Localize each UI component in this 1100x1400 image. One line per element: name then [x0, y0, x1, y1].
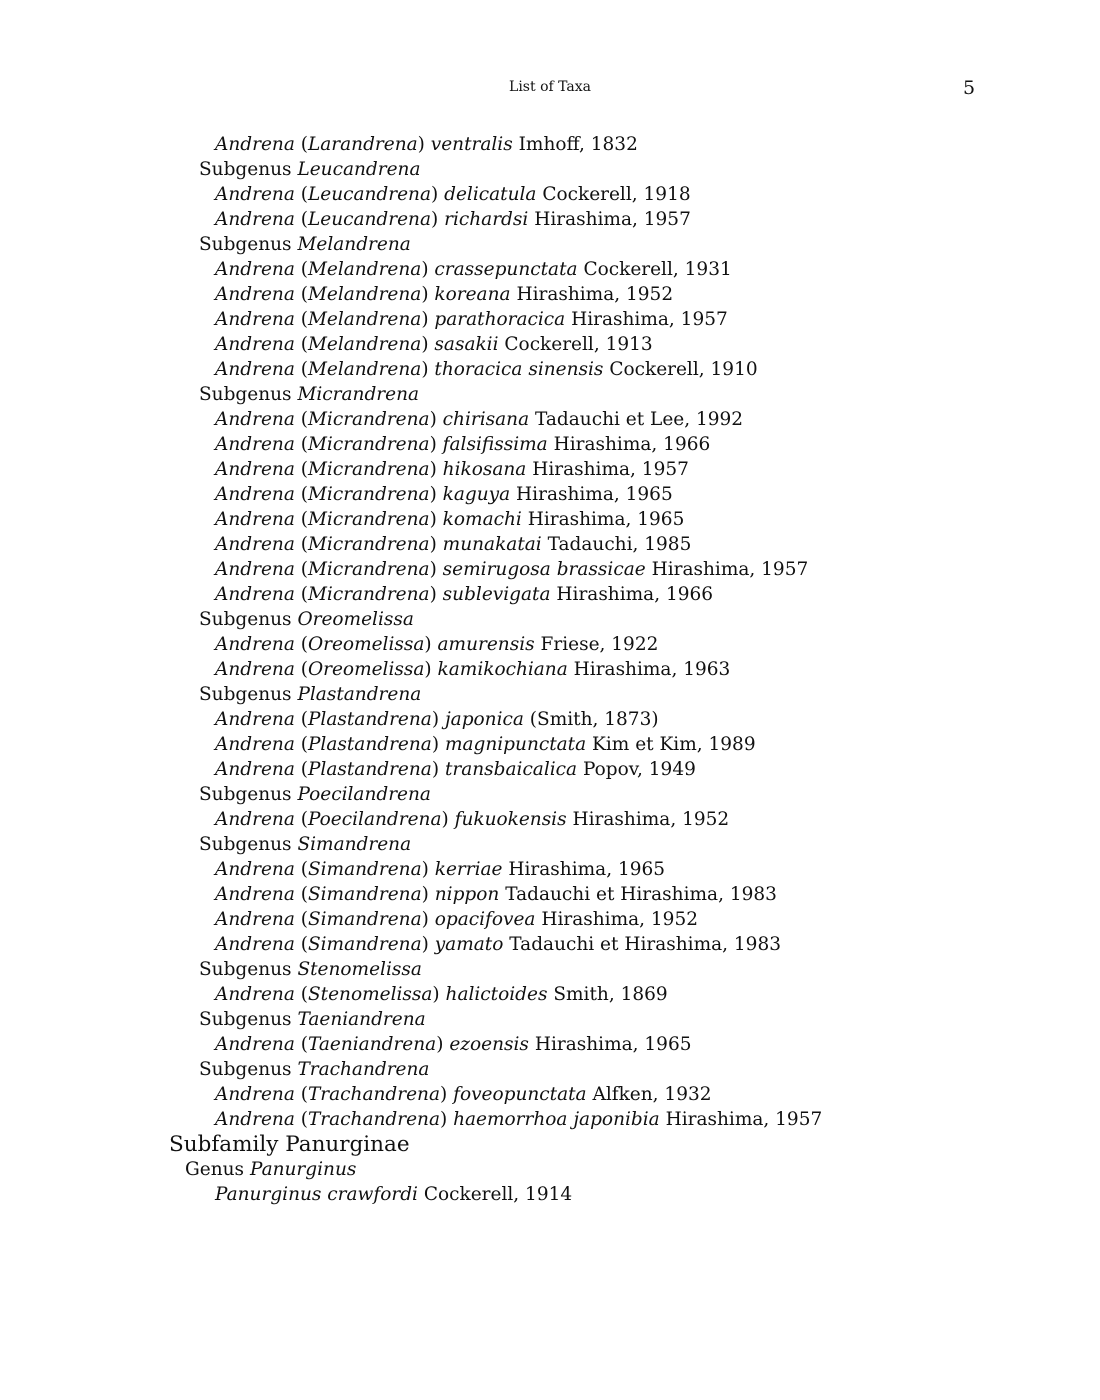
species-entry: Andrena (Micrandrena) semirugosa brassicae Hirashima, 1957	[215, 559, 809, 580]
subgenus-name: Micrandrena	[307, 459, 430, 480]
genus-name: Andrena	[215, 659, 295, 680]
rank-label: Subgenus	[199, 384, 292, 405]
author-year: Hirashima, 1952	[516, 284, 674, 305]
species-entry: Andrena (Simandrena) nippon Tadauchi et Hirashima, 1983	[215, 884, 777, 905]
species-epithet: komachi	[442, 509, 522, 530]
running-head: List of Taxa	[509, 79, 591, 95]
species-epithet: hikosana	[442, 459, 527, 480]
species-epithet: yamato	[434, 934, 504, 955]
genus-name: Andrena	[215, 459, 295, 480]
subgenus-name: Trachandrena	[307, 1109, 440, 1130]
genus-name: Andrena	[215, 1084, 295, 1105]
species-entry: Andrena (Micrandrena) kaguya Hirashima, 1965	[215, 484, 673, 505]
subgenus-name: Plastandrena	[307, 709, 432, 730]
author-year: (Smith, 1873)	[529, 709, 659, 730]
author-year: Hirashima, 1952	[541, 909, 698, 930]
genus-name: Andrena	[215, 509, 295, 530]
subgenus-name: Larandrena	[307, 134, 418, 155]
species-epithet: magnipunctata	[444, 734, 587, 755]
genus-name: Andrena	[215, 134, 295, 155]
subgenus-heading	[0, 607, 822, 632]
author-year: Cockerell, 1918	[542, 184, 691, 205]
rank-label: Genus	[185, 1159, 245, 1180]
subgenus-name: Micrandrena	[307, 434, 430, 455]
species-epithet: kerriae	[434, 859, 503, 880]
taxon-name: Trachandrena	[297, 1059, 430, 1080]
author-year: Cockerell, 1910	[609, 359, 758, 380]
genus-name: Andrena	[215, 259, 295, 280]
subgenus-name: Plastandrena	[307, 734, 432, 755]
subgenus-name: Melandrena	[307, 309, 422, 330]
genus-name: Andrena	[215, 409, 295, 430]
genus-name: Andrena	[215, 584, 295, 605]
subgenus-name: Simandrena	[307, 934, 422, 955]
author-year: Hirashima, 1957	[532, 459, 689, 480]
author-year: Smith, 1869	[553, 984, 668, 1005]
author-year: Tadauchi et Hirashima, 1983	[509, 934, 781, 955]
genus-name: Andrena	[215, 809, 295, 830]
subgenus-name: Oreomelissa	[307, 634, 425, 655]
subgenus-name: Leucandrena	[307, 209, 432, 230]
species-epithet: koreana	[434, 284, 511, 305]
species-epithet: thoracica sinensis	[434, 359, 604, 380]
genus-heading	[0, 1157, 822, 1182]
taxon-name: Leucandrena	[297, 159, 421, 180]
species-entry: Andrena (Plastandrena) transbaicalica Popov, 1949	[215, 759, 696, 780]
species-epithet: fukuokensis	[454, 809, 567, 830]
subgenus-name: Poecilandrena	[307, 809, 442, 830]
species-entry: Andrena (Melandrena) parathoracica Hirashima, 1957	[215, 309, 728, 330]
subgenus-name: Melandrena	[307, 259, 422, 280]
author-year: Friese, 1922	[540, 634, 659, 655]
genus-name: Andrena	[215, 434, 295, 455]
genus-name: Andrena	[215, 284, 295, 305]
rank-label: Subfamily	[169, 1132, 279, 1157]
subgenus-name: Micrandrena	[307, 484, 430, 505]
species-entry: Andrena (Melandrena) koreana Hirashima, 1952	[215, 284, 674, 305]
species-epithet: kaguya	[442, 484, 511, 505]
genus-name: Andrena	[215, 334, 295, 355]
species-epithet: nippon	[434, 884, 500, 905]
species-epithet: kamikochiana	[437, 659, 568, 680]
species-entry	[0, 1182, 822, 1207]
subgenus-name: Stenomelissa	[307, 984, 433, 1005]
subgenus-heading	[0, 157, 822, 182]
author-year: Hirashima, 1965	[527, 509, 685, 530]
species-epithet: crawfordi	[327, 1184, 418, 1205]
page-number: 5	[963, 77, 976, 99]
taxa-list	[0, 132, 822, 1207]
species-epithet: foveopunctata	[453, 1084, 587, 1105]
species-epithet: transbaicalica	[444, 759, 578, 780]
species-epithet: haemorrhoa japonibia	[453, 1109, 660, 1130]
species-entry: Andrena (Simandrena) yamato Tadauchi et Hirashima, 1983	[215, 934, 781, 955]
species-entry: Andrena (Trachandrena) foveopunctata Alfken, 1932	[215, 1084, 712, 1105]
species-epithet: delicatula	[444, 184, 537, 205]
species-entry: Andrena (Poecilandrena) fukuokensis Hirashima, 1952	[215, 809, 730, 830]
species-epithet: semirugosa brassicae	[442, 559, 646, 580]
taxon-name: Melandrena	[297, 234, 411, 255]
author-year: Tadauchi et Lee, 1992	[534, 409, 744, 430]
rank-label: Subgenus	[199, 959, 292, 980]
author-year: Hirashima, 1963	[573, 659, 731, 680]
species-entry: Andrena (Micrandrena) hikosana Hirashima, 1957	[215, 459, 689, 480]
species-entry: Andrena (Plastandrena) japonica (Smith, 1873)	[215, 709, 659, 730]
author-year: Hirashima, 1965	[534, 1034, 692, 1055]
species-entry: Andrena (Micrandrena) sublevigata Hirashima, 1966	[215, 584, 714, 605]
genus-name: Andrena	[215, 309, 295, 330]
subgenus-heading	[0, 832, 822, 857]
author-year: Popov, 1949	[582, 759, 696, 780]
species-entry: Andrena (Taeniandrena) ezoensis Hirashima, 1965	[215, 1034, 692, 1055]
author-year: Kim et Kim, 1989	[592, 734, 756, 755]
species-entry: Andrena (Melandrena) thoracica sinensis Cockerell, 1910	[215, 359, 758, 380]
rank-label: Subgenus	[199, 609, 292, 630]
author-year: Cockerell, 1913	[504, 334, 653, 355]
subgenus-name: Plastandrena	[307, 759, 432, 780]
genus-name: Andrena	[215, 359, 295, 380]
genus-name: Panurginus	[215, 1184, 322, 1205]
genus-name: Andrena	[215, 1034, 295, 1055]
species-entry: Andrena (Micrandrena) munakatai Tadauchi, 1985	[215, 534, 692, 555]
species-epithet: sasakii	[434, 334, 499, 355]
genus-name: Andrena	[215, 884, 295, 905]
species-epithet: opacifovea	[434, 909, 536, 930]
author-year: Alfken, 1932	[592, 1084, 712, 1105]
genus-name: Andrena	[215, 634, 295, 655]
genus-name: Andrena	[215, 909, 295, 930]
species-epithet: japonica	[444, 709, 524, 730]
taxon-name: Panurginus	[249, 1159, 357, 1180]
species-entry: Andrena (Simandrena) kerriae Hirashima, 1965	[215, 859, 666, 880]
subgenus-name: Melandrena	[307, 334, 422, 355]
rank-label: Subgenus	[199, 1009, 292, 1030]
species-entry: Andrena (Melandrena) sasakii Cockerell, 1913	[215, 334, 653, 355]
taxon-name: Poecilandrena	[297, 784, 431, 805]
species-entry: Andrena (Oreomelissa) kamikochiana Hirashima, 1963	[215, 659, 731, 680]
subgenus-name: Melandrena	[307, 284, 422, 305]
genus-name: Andrena	[215, 484, 295, 505]
author-year: Hirashima, 1965	[516, 484, 673, 505]
species-entry: Andrena (Oreomelissa) amurensis Friese, 1922	[215, 634, 659, 655]
subgenus-heading	[0, 382, 822, 407]
author-year: Cockerell, 1914	[423, 1184, 573, 1205]
author-year: Cockerell, 1931	[583, 259, 732, 280]
subgenus-name: Micrandrena	[307, 409, 430, 430]
author-year: Tadauchi, 1985	[547, 534, 692, 555]
species-epithet: ezoensis	[449, 1034, 529, 1055]
genus-name: Andrena	[215, 859, 295, 880]
species-entry: Andrena (Melandrena) crassepunctata Cockerell, 1931	[215, 259, 732, 280]
subgenus-heading	[0, 682, 822, 707]
subgenus-heading	[0, 782, 822, 807]
subgenus-heading	[0, 1007, 822, 1032]
subgenus-heading	[0, 232, 822, 257]
species-epithet: amurensis	[437, 634, 535, 655]
species-epithet: sublevigata	[442, 584, 551, 605]
species-entry: Andrena (Micrandrena) falsifissima Hirashima, 1966	[215, 434, 711, 455]
author-year: Hirashima, 1957	[651, 559, 809, 580]
genus-name: Andrena	[215, 559, 295, 580]
subfamily-heading	[0, 1132, 822, 1157]
author-year: Hirashima, 1965	[508, 859, 666, 880]
genus-name: Andrena	[215, 759, 295, 780]
species-entry: Andrena (Larandrena) ventralis Imhoff, 1832	[215, 134, 638, 155]
subgenus-name: Micrandrena	[307, 509, 430, 530]
species-epithet: halictoides	[445, 984, 548, 1005]
rank-label: Subgenus	[199, 159, 292, 180]
subgenus-heading	[0, 1057, 822, 1082]
genus-name: Andrena	[215, 934, 295, 955]
species-entry: Andrena (Stenomelissa) halictoides Smith, 1869	[215, 984, 668, 1005]
genus-name: Andrena	[215, 734, 295, 755]
species-epithet: parathoracica	[434, 309, 566, 330]
rank-label: Subgenus	[199, 234, 292, 255]
taxon-name: Plastandrena	[297, 684, 422, 705]
author-year: Hirashima, 1966	[556, 584, 714, 605]
species-epithet: munakatai	[442, 534, 542, 555]
subgenus-name: Leucandrena	[307, 184, 432, 205]
genus-name: Andrena	[215, 709, 295, 730]
subgenus-name: Micrandrena	[307, 559, 430, 580]
taxon-name: Taeniandrena	[297, 1009, 426, 1030]
author-year: Hirashima, 1957	[665, 1109, 823, 1130]
genus-name: Andrena	[215, 184, 295, 205]
subgenus-name: Melandrena	[307, 359, 422, 380]
subgenus-name: Simandrena	[307, 884, 422, 905]
rank-label: Subgenus	[199, 784, 292, 805]
species-epithet: chirisana	[442, 409, 530, 430]
species-entry: Andrena (Leucandrena) richardsi Hirashima, 1957	[215, 209, 691, 230]
subgenus-heading	[0, 957, 822, 982]
subgenus-name: Trachandrena	[307, 1084, 440, 1105]
author-year: Hirashima, 1957	[571, 309, 728, 330]
taxon-name: Micrandrena	[297, 384, 420, 405]
species-epithet: richardsi	[444, 209, 529, 230]
author-year: Tadauchi et Hirashima, 1983	[505, 884, 777, 905]
genus-name: Andrena	[215, 1109, 295, 1130]
species-entry: Andrena (Micrandrena) komachi Hirashima, 1965	[215, 509, 685, 530]
species-entry: Andrena (Leucandrena) delicatula Cockerell, 1918	[215, 184, 691, 205]
taxon-name: Simandrena	[297, 834, 412, 855]
subgenus-name: Simandrena	[307, 909, 422, 930]
subgenus-name: Micrandrena	[307, 584, 430, 605]
subgenus-name: Taeniandrena	[307, 1034, 437, 1055]
taxon-name: Oreomelissa	[297, 609, 414, 630]
taxon-name: Stenomelissa	[297, 959, 422, 980]
rank-label: Subgenus	[199, 834, 292, 855]
species-epithet: falsifissima	[442, 434, 548, 455]
species-entry: Andrena (Trachandrena) haemorrhoa japonibia Hirashima, 1957	[215, 1109, 823, 1130]
genus-name: Andrena	[215, 209, 295, 230]
genus-name: Andrena	[215, 984, 295, 1005]
species-entry: Andrena (Micrandrena) chirisana Tadauchi et Lee, 1992	[215, 409, 744, 430]
subgenus-name: Oreomelissa	[307, 659, 425, 680]
species-epithet: crassepunctata	[434, 259, 578, 280]
rank-label: Subgenus	[199, 1059, 292, 1080]
species-epithet: ventralis	[430, 134, 513, 155]
species-entry: Andrena (Simandrena) opacifovea Hirashima, 1952	[215, 909, 698, 930]
author-year: Imhoff, 1832	[518, 134, 638, 155]
rank-label: Subgenus	[199, 684, 292, 705]
author-year: Hirashima, 1957	[534, 209, 691, 230]
species-entry: Andrena (Plastandrena) magnipunctata Kim et Kim, 1989	[215, 734, 756, 755]
taxon-name: Panurginae	[285, 1132, 410, 1157]
subgenus-name: Simandrena	[307, 859, 422, 880]
author-year: Hirashima, 1952	[572, 809, 730, 830]
subgenus-name: Micrandrena	[307, 534, 430, 555]
genus-name: Andrena	[215, 534, 295, 555]
author-year: Hirashima, 1966	[553, 434, 711, 455]
